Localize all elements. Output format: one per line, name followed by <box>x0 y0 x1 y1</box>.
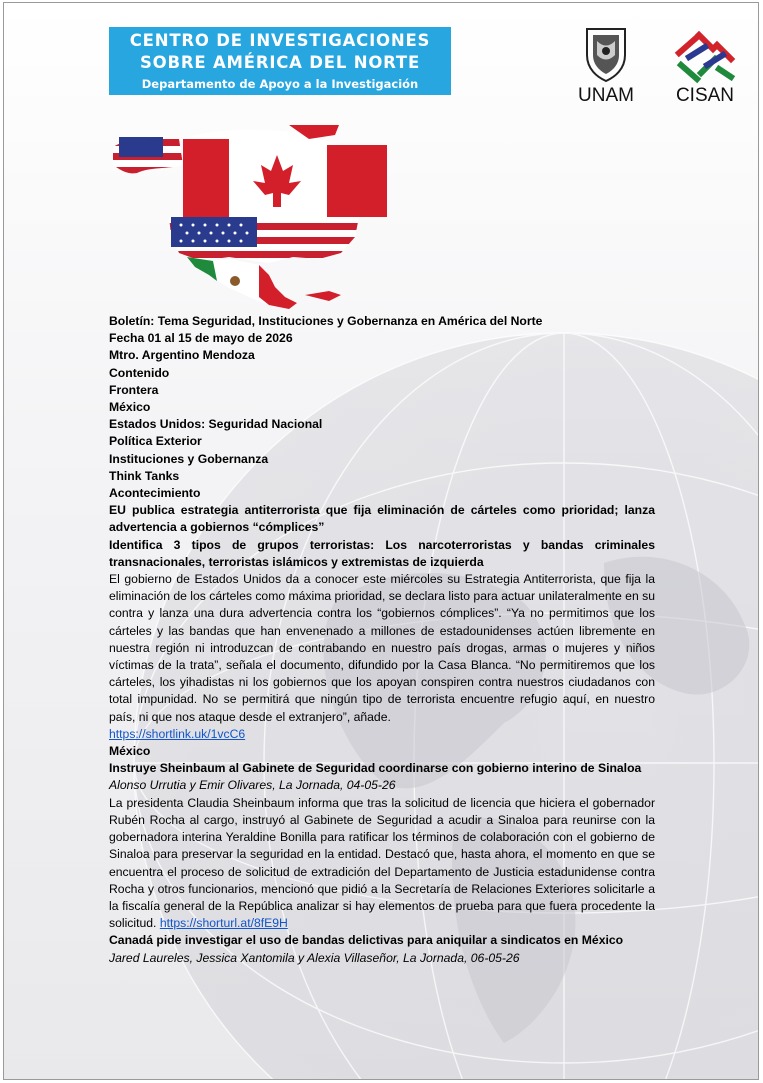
mexico-article1-body-paragraph <box>109 795 655 933</box>
toc-item-mexico[interactable]: México <box>109 400 151 415</box>
bulletin-content <box>109 313 655 967</box>
unam-logo-text: UNAM <box>578 85 634 106</box>
north-america-flag-map <box>109 125 399 315</box>
cisan-mark-icon <box>669 25 741 85</box>
cisan-banner <box>109 27 451 95</box>
banner-line-3: Departamento de Apoyo a la Investigación <box>141 77 419 91</box>
mexico-article2-byline: Jared Laureles, Jessica Xantomila y Alexia Villaseñor, La Jornada, 06-05-26 <box>109 950 520 965</box>
article-subheadline: Identifica 3 tipos de grupos terroristas: Los narcoterroristas y bandas criminales transnacionales, terroristas islámicos y extremistas de izquierda <box>109 537 655 569</box>
article-headline: EU publica estrategia antiterrorista que fija eliminación de cárteles como prioridad; lanza advertencia a gobiernos “cómplices” <box>109 503 655 535</box>
toc-heading: Contenido <box>109 365 170 380</box>
page <box>3 2 759 1080</box>
mexico-article2-headline: Canadá pide investigar el uso de bandas delictivas para aniquilar a sindicatos en México <box>109 933 624 948</box>
section-heading-mexico: México <box>109 744 151 759</box>
mexico-article1-link[interactable]: https://shorturl.at/8fE9H <box>159 916 288 931</box>
unam-seal-icon <box>573 25 639 85</box>
banner-line-1: CENTRO DE INVESTIGACIONES <box>129 31 431 50</box>
cisan-logo-text: CISAN <box>675 85 735 106</box>
bulletin-title: Boletín: Tema Seguridad, Instituciones y Gobernanza en América del Norte <box>109 314 543 328</box>
mexico-article1-headline: Instruye Sheinbaum al Gabinete de Seguridad coordinarse con gobierno interino de Sinaloa <box>109 761 642 776</box>
toc-item-seguridad-nacional[interactable]: Estados Unidos: Seguridad Nacional <box>109 417 323 432</box>
article-body: El gobierno de Estados Unidos da a conocer este miércoles su Estrategia Antiterrorista, que fija la eliminación de los cárteles como máxima prioridad, se declara listo para actuar unilateralmente en su contra y lanza una dura advertencia contra los “gobiernos cómplices”. “Ya no permitimos que los cárteles y las bandas que han envenenado a millones de estadounidenses actúen libremente en nuestra región ni introduzcan de contrabando en nuestro país drogas, armas o mujeres y niños víctimas de la trata”, señala el documento, difundido por la Casa Blanca. “No permitiremos que los cárteles, los yihadistas ni los gobiernos que los apoyan conspiren contra nuestros ciudadanos con total impunidad. No se permitirá que ningún tipo de terrorista encuentre refugio aquí, en nuestro país, ni que nos ataque desde el extranjero”, añade. <box>109 572 655 724</box>
toc-item-think-tanks[interactable]: Think Tanks <box>109 468 180 483</box>
mexico-article1-body: La presidenta Claudia Sheinbaum informa que tras la solicitud de licencia que hiciera el gobernador Rubén Rocha al cargo, instruyó al Gabinete de Seguridad a acudir a Sinaloa para reunirse con la gobernadora interina Yeraldine Bonilla para ratificar los términos de colaboración con el gobierno de Sinaloa para preservar la seguridad en la entidad. Destacó que, hasta ahora, el momento en que se encuentra el proceso de solicitud de extradición del Departamento de Justicia estadunidense contra Rocha y otros funcionarios, mencionó que pidió a la Secretaría de Relaciones Exteriores solicitarle a la fiscalía general de la República analizar si hay elementos de prueba para que fuera procedente la solicitud. <box>109 795 655 931</box>
bulletin-author: Mtro. Argentino Mendoza <box>109 348 255 363</box>
article-link[interactable]: https://shortlink.uk/1vcC6 <box>109 726 246 741</box>
unam-logo <box>573 25 639 109</box>
banner-line-2: SOBRE AMÉRICA DEL NORTE <box>139 53 421 72</box>
toc-item-instituciones[interactable]: Instituciones y Gobernanza <box>109 451 269 466</box>
toc-item-politica-exterior[interactable]: Política Exterior <box>109 434 202 449</box>
bulletin-date: Fecha 01 al 15 de mayo de 2026 <box>109 331 293 346</box>
toc-item-frontera[interactable]: Frontera <box>109 382 159 397</box>
mexico-article1-byline: Alonso Urrutia y Emir Olivares, La Jornada, 04-05-26 <box>109 778 396 793</box>
cisan-logo <box>669 25 741 109</box>
toc-item-acontecimiento[interactable]: Acontecimiento <box>109 486 201 501</box>
